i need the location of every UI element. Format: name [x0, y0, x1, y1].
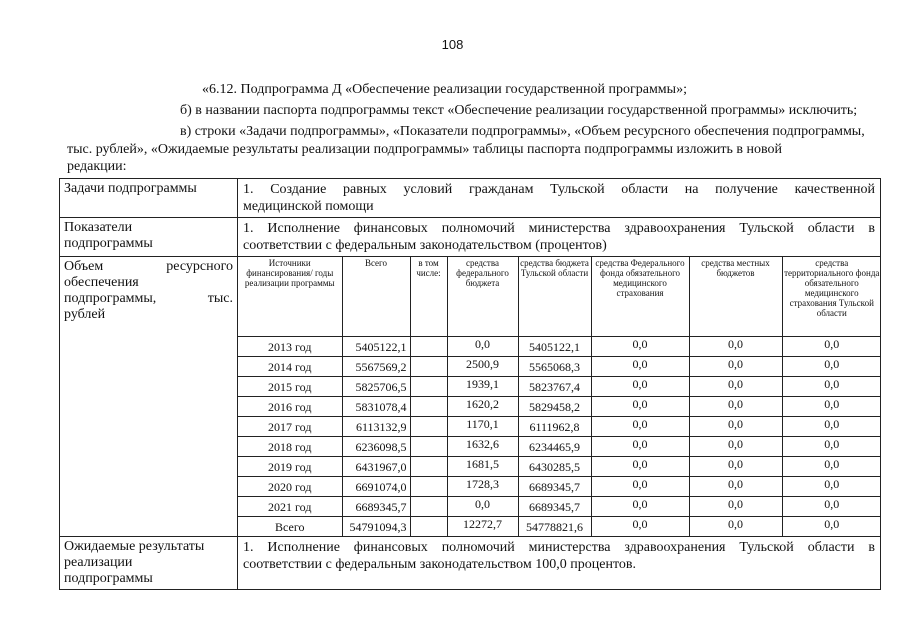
tasks-row: [60, 179, 881, 218]
finance-value-cell: 0,0: [689, 436, 782, 456]
finance-value-cell: 0,0: [782, 376, 881, 396]
intro-paragraph-1: «6.12. Подпрограмма Д «Обеспечение реализации государственной программы»;: [202, 82, 687, 97]
finance-spacer-cell: [410, 456, 447, 476]
finance-value-cell: 1681,5: [447, 456, 518, 476]
indicators-description: [238, 218, 881, 257]
finance-value-cell: 6691074,0: [342, 476, 410, 496]
finance-value-cell: 0,0: [591, 416, 689, 436]
finance-year-cell: 2021 год: [238, 496, 342, 516]
indicators-row: [60, 218, 881, 257]
tasks-description: [238, 179, 881, 218]
finance-spacer-cell: [410, 436, 447, 456]
page-number: 108: [441, 37, 464, 52]
intro-paragraph-3: в) строки «Задачи подпрограммы», «Показатели подпрограммы», «Объем ресурсного обеспечения подпрограммы,: [180, 124, 865, 139]
finance-value-cell: 5831078,4: [342, 396, 410, 416]
finance-year-cell: Всего: [238, 516, 342, 536]
finance-year-cell: 2020 год: [238, 476, 342, 496]
finance-value-cell: 0,0: [782, 436, 881, 456]
finance-spacer-cell: [410, 396, 447, 416]
header-federal-budget: средства федерального бюджета: [447, 257, 518, 336]
finance-value-cell: 0,0: [689, 496, 782, 516]
finance-value-cell: 0,0: [782, 356, 881, 376]
finance-year-cell: 2018 год: [238, 436, 342, 456]
finance-value-cell: 0,0: [689, 396, 782, 416]
finance-value-cell: 2500,9: [447, 356, 518, 376]
finance-value-cell: 5825706,5: [342, 376, 410, 396]
finance-spacer-cell: [410, 336, 447, 356]
finance-cell: [238, 257, 881, 537]
finance-value-cell: 0,0: [447, 496, 518, 516]
intro-paragraph-5: редакции:: [67, 159, 127, 174]
finance-value-cell: 5405122,1: [342, 336, 410, 356]
finance-value-cell: 0,0: [591, 496, 689, 516]
finance-value-cell: 0,0: [782, 456, 881, 476]
indicators-label-line-1: Показатели: [64, 220, 133, 235]
finance-value-cell: 0,0: [591, 476, 689, 496]
finance-value-cell: 0,0: [689, 416, 782, 436]
finance-value-cell: 0,0: [782, 516, 881, 536]
finance-value-cell: 5565068,3: [518, 356, 591, 376]
finance-year-cell: 2013 год: [238, 336, 342, 356]
finance-value-cell: 5823767,4: [518, 376, 591, 396]
results-row: [60, 537, 881, 590]
finance-value-cell: 0,0: [591, 356, 689, 376]
finance-value-cell: 6234465,9: [518, 436, 591, 456]
finance-value-cell: 6689345,7: [518, 496, 591, 516]
finance-value-cell: 6113132,9: [342, 416, 410, 436]
finance-value-cell: 0,0: [689, 376, 782, 396]
finance-value-cell: 0,0: [782, 396, 881, 416]
finance-value-cell: 0,0: [782, 336, 881, 356]
finance-year-cell: 2015 год: [238, 376, 342, 396]
finance-value-cell: 0,0: [782, 496, 881, 516]
indicators-line-1: 1. Исполнение финансовых полномочий министерства здравоохранения Тульской области в: [243, 221, 875, 236]
finance-value-cell: 0,0: [591, 516, 689, 536]
finance-value-cell: 5405122,1: [518, 336, 591, 356]
volume-label-line-2: обеспечения: [64, 275, 139, 290]
results-label-line-1: Ожидаемые результаты: [64, 539, 205, 554]
results-line-2: соответствии с федеральным законодательством 100,0 процентов.: [243, 557, 636, 572]
indicators-line-2: соответствии с федеральным законодательством (процентов): [243, 238, 607, 253]
finance-year-cell: 2014 год: [238, 356, 342, 376]
finance-value-cell: 0,0: [782, 476, 881, 496]
volume-label: [60, 257, 238, 537]
finance-table: [238, 257, 881, 536]
finance-row: [238, 336, 881, 356]
results-label-line-2: реализации: [64, 555, 133, 570]
finance-value-cell: 0,0: [591, 376, 689, 396]
results-label: [60, 537, 238, 590]
intro-paragraph-2: б) в названии паспорта подпрограммы текст «Обеспечение реализации государственной программы» исключить;: [180, 103, 858, 118]
finance-value-cell: 0,0: [447, 336, 518, 356]
passport-table: [59, 178, 881, 590]
finance-value-cell: 5829458,2: [518, 396, 591, 416]
intro-paragraph-4: тыс. рублей», «Ожидаемые результаты реализации подпрограммы» таблицы паспорта подпрограммы изложить в новой: [67, 142, 782, 157]
finance-value-cell: 0,0: [689, 476, 782, 496]
finance-value-cell: 0,0: [591, 436, 689, 456]
volume-label-line-3: подпрограммы, тыс.: [64, 291, 233, 306]
finance-value-cell: 54778821,6: [518, 516, 591, 536]
results-label-line-3: подпрограммы: [64, 571, 153, 586]
finance-row: [238, 516, 881, 536]
header-sources: Источники финансирования/ годы реализации программы: [238, 257, 342, 336]
finance-row: [238, 456, 881, 476]
results-line-1: 1. Исполнение финансовых полномочий министерства здравоохранения Тульской области в: [243, 540, 875, 555]
finance-year-cell: 2016 год: [238, 396, 342, 416]
finance-row: [238, 476, 881, 496]
finance-value-cell: 6236098,5: [342, 436, 410, 456]
finance-value-cell: 0,0: [591, 336, 689, 356]
finance-row: [238, 376, 881, 396]
volume-label-line-4: рублей: [64, 307, 106, 322]
tasks-line-1: 1. Создание равных условий гражданам Тульской области на получение качественной: [243, 182, 875, 197]
results-description: [238, 537, 881, 590]
finance-value-cell: 0,0: [689, 456, 782, 476]
finance-spacer-cell: [410, 516, 447, 536]
finance-row: [238, 396, 881, 416]
finance-spacer-cell: [410, 376, 447, 396]
finance-row: [238, 416, 881, 436]
finance-header-row: [238, 257, 881, 336]
volume-row: [60, 257, 881, 537]
indicators-label-line-2: подпрограммы: [64, 236, 153, 251]
header-total: Всего: [342, 257, 410, 336]
finance-value-cell: 6431967,0: [342, 456, 410, 476]
finance-value-cell: 12272,7: [447, 516, 518, 536]
finance-spacer-cell: [410, 496, 447, 516]
tasks-label: Задачи подпрограммы: [60, 179, 238, 218]
finance-spacer-cell: [410, 416, 447, 436]
finance-value-cell: 0,0: [591, 456, 689, 476]
finance-year-cell: 2017 год: [238, 416, 342, 436]
header-local-budgets: средства местных бюджетов: [689, 257, 782, 336]
tasks-line-2: медицинской помощи: [243, 199, 374, 214]
finance-value-cell: 1728,3: [447, 476, 518, 496]
finance-value-cell: 6430285,5: [518, 456, 591, 476]
finance-value-cell: 5567569,2: [342, 356, 410, 376]
finance-value-cell: 6689345,7: [518, 476, 591, 496]
finance-value-cell: 6111962,8: [518, 416, 591, 436]
finance-value-cell: 1939,1: [447, 376, 518, 396]
finance-value-cell: 0,0: [689, 356, 782, 376]
finance-value-cell: 0,0: [782, 416, 881, 436]
finance-row: [238, 496, 881, 516]
finance-value-cell: 0,0: [689, 516, 782, 536]
header-including: в том числе:: [410, 257, 447, 336]
header-regional-budget: средства бюджета Тульской области: [518, 257, 591, 336]
finance-row: [238, 356, 881, 376]
finance-value-cell: 0,0: [591, 396, 689, 416]
finance-value-cell: 54791094,3: [342, 516, 410, 536]
header-federal-insurance-fund: средства Федерального фонда обязательного медицинского страхования: [591, 257, 689, 336]
finance-value-cell: 0,0: [689, 336, 782, 356]
finance-value-cell: 6689345,7: [342, 496, 410, 516]
finance-year-cell: 2019 год: [238, 456, 342, 476]
finance-row: [238, 436, 881, 456]
indicators-label: [60, 218, 238, 257]
volume-label-line-1: Объем ресурсного: [64, 259, 233, 274]
finance-value-cell: 1632,6: [447, 436, 518, 456]
finance-body: [238, 257, 881, 536]
header-territorial-insurance-fund: средства территориального фонда обязательного медицинского страхования Тульской области: [782, 257, 881, 336]
finance-value-cell: 1170,1: [447, 416, 518, 436]
finance-spacer-cell: [410, 356, 447, 376]
finance-spacer-cell: [410, 476, 447, 496]
finance-value-cell: 1620,2: [447, 396, 518, 416]
